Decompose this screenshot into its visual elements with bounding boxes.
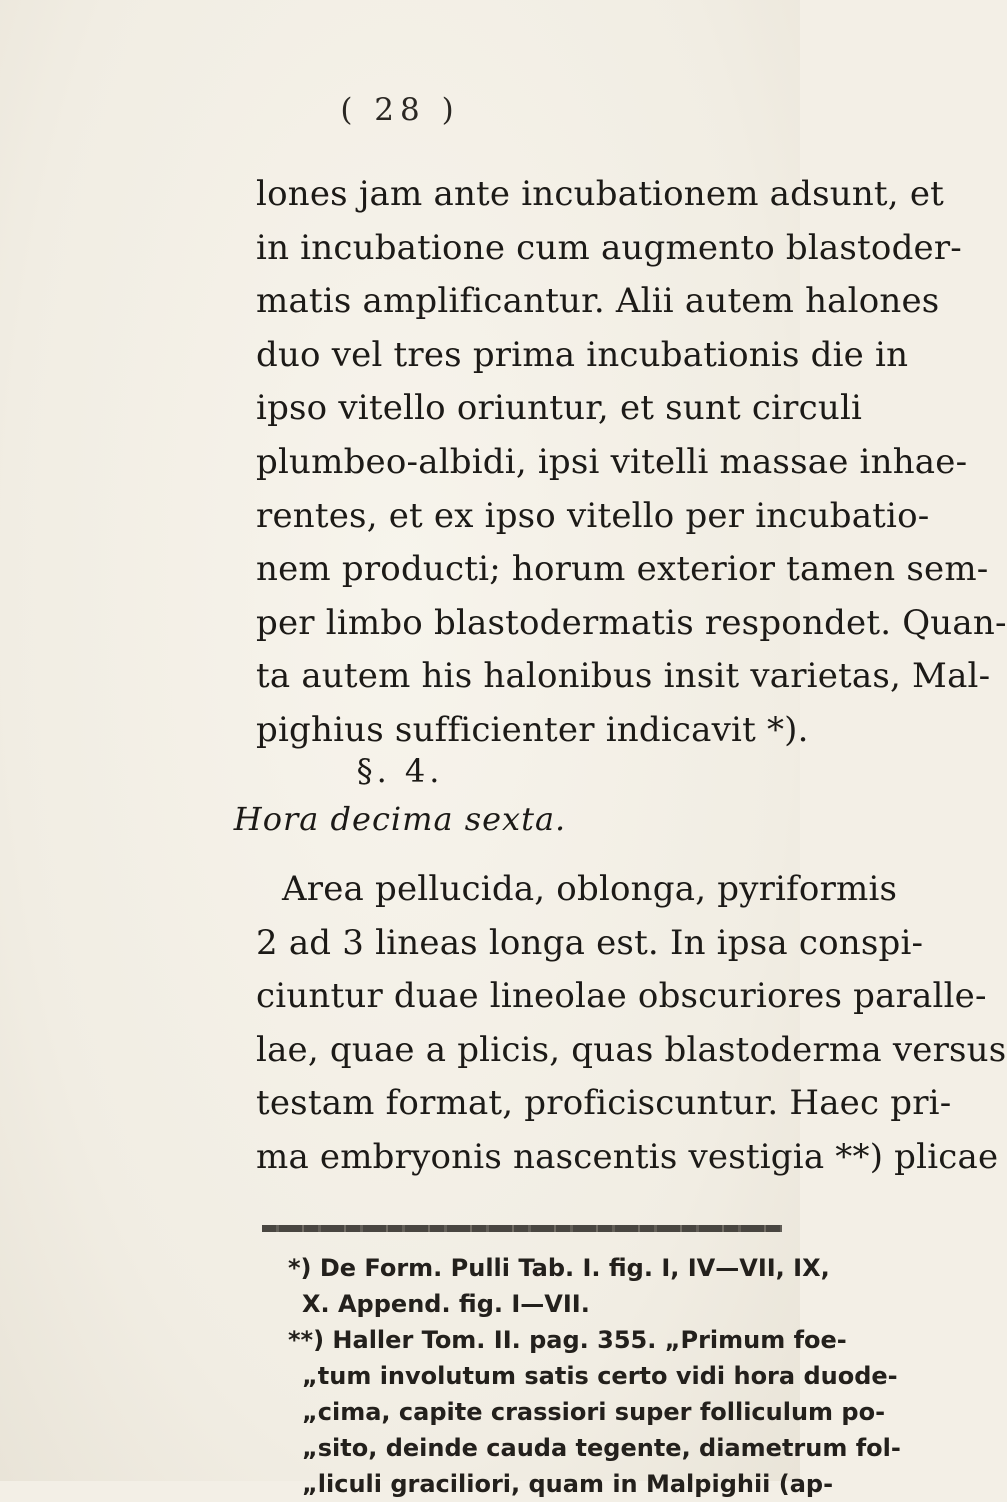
text-line: ma embryonis nascentis vestigia **) plicae xyxy=(256,1136,999,1177)
text-line: lones jam ante incubationem adsunt, et xyxy=(256,174,944,214)
text-line: Area pellucida, oblonga, pyriformis xyxy=(282,869,898,909)
text-line: 2 ad 3 lineas longa est. In ipsa conspi- xyxy=(256,922,924,963)
footnote-divider xyxy=(262,1225,782,1232)
text-line: lae, quae a plicis, quas blastoderma versus xyxy=(256,1029,1007,1070)
section-heading: Hora decima sexta. xyxy=(233,800,567,838)
text-line: testam format, proficiscuntur. Haec pri- xyxy=(256,1083,952,1124)
text-line: plumbeo-albidi, ipsi vitelli massae inhae- xyxy=(256,441,968,482)
text-line: pighius sufficienter indicavit *). xyxy=(256,709,809,750)
text-line: ta autem his halonibus insit varietas, Mal- xyxy=(256,656,991,697)
paragraph-1 xyxy=(256,168,1007,758)
footnote-line: **) Haller Tom. II. pag. 355. „Primum foe- xyxy=(288,1326,847,1354)
text-line: per limbo blastodermatis respondet. Quan- xyxy=(256,602,1007,643)
text-line: nem producti; horum exterior tamen sem- xyxy=(256,549,989,590)
section-number: §. 4. xyxy=(356,752,444,790)
text-line: ciuntur duae lineolae obscuriores paralle- xyxy=(256,976,987,1017)
text-line: matis amplificantur. Alii autem halones xyxy=(256,281,940,322)
text-line: ipso vitello oriuntur, et sunt circuli xyxy=(256,388,863,429)
text-line: in incubatione cum augmento blastoder- xyxy=(256,227,962,268)
paragraph-2 xyxy=(256,863,1007,1185)
footnote-line: „tum involutum satis certo vidi hora duode- xyxy=(302,1362,898,1390)
page-number: ( 28 ) xyxy=(340,92,460,128)
text-line: rentes, et ex ipso vitello per incubatio- xyxy=(256,495,930,536)
footnote-line: „cima, capite crassiori super folliculum po- xyxy=(302,1398,886,1426)
footnotes xyxy=(262,1250,901,1502)
text-line: duo vel tres prima incubationis die in xyxy=(256,334,909,375)
footnote-line: „sito, deinde cauda tegente, diametrum fol- xyxy=(302,1434,901,1462)
footnote-line: X. Append. fig. I—VII. xyxy=(302,1290,590,1318)
footnote-line: „liculi graciliori, quam in Malpighii (ap- xyxy=(302,1470,834,1498)
footnote-line: *) De Form. Pulli Tab. I. fig. I, IV—VII, IX, xyxy=(288,1254,830,1282)
